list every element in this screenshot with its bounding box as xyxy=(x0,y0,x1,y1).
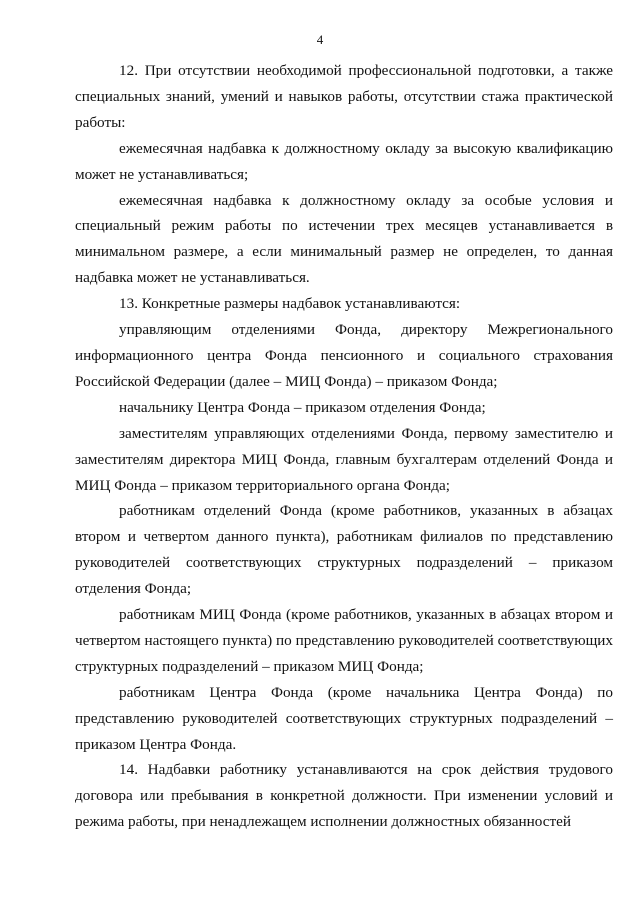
paragraph-12: 12. При отсутствии необходимой профессиональной подготовки, а также специальных знаний, умений и навыков работы, отсутствии стажа практической работы: xyxy=(75,62,613,131)
paragraph-14: 14. Надбавки работнику устанавливаются на срок действия трудового договора или пребывания в конкретной должности. При изменении условий и режима работы, при ненадлежащем исполнении должностных обязанностей xyxy=(75,761,613,831)
paragraph-12-qualification-allowance: ежемесячная надбавка к должностному окладу за высокую квалификацию может не устанавливаться; xyxy=(75,139,613,183)
paragraph-13-branch-employees: работникам отделений Фонда (кроме работников, указанных в абзацах втором и четвертом данного пункта), работникам филиалов по представлению руководителей соответствующих структурных подразделений – приказом отделения Фонда; xyxy=(75,502,613,598)
paragraph-13-center-head: начальнику Центра Фонда – приказом отделения Фонда; xyxy=(119,398,486,416)
document-body xyxy=(75,58,613,835)
paragraph-13-managers: управляющим отделениями Фонда, директору Межрегионального информационного центра Фонда пенсионного и социального страхования Российской Федерации (далее – МИЦ Фонда) – приказом Фонда; xyxy=(75,321,613,390)
paragraph-13: 13. Конкретные размеры надбавок устанавливаются: xyxy=(119,295,461,313)
paragraph-13-deputies: заместителям управляющих отделениями Фонда, первому заместителю и заместителям директора МИЦ Фонда, главным бухгалтерам отделений Фонда и МИЦ Фонда – приказом территориального органа Фонда; xyxy=(75,424,613,494)
paragraph-12-special-conditions-allowance: ежемесячная надбавка к должностному окладу за особые условия и специальный режим работы по истечении трех месяцев устанавливается в минимальном размере, а если минимальный размер не определен, то данная надбавка может не устанавливаться. xyxy=(75,191,613,287)
paragraph-13-mic-employees: работникам МИЦ Фонда (кроме работников, указанных в абзацах втором и четвертом настоящего пункта) по представлению руководителей соответствующих структурных подразделений – приказом МИЦ Фонда; xyxy=(75,606,613,675)
page-number: 4 xyxy=(316,32,324,47)
paragraph-13-center-employees: работникам Центра Фонда (кроме начальника Центра Фонда) по представлению руководителей соответствующих структурных подразделений – приказом Центра Фонда. xyxy=(75,683,613,753)
